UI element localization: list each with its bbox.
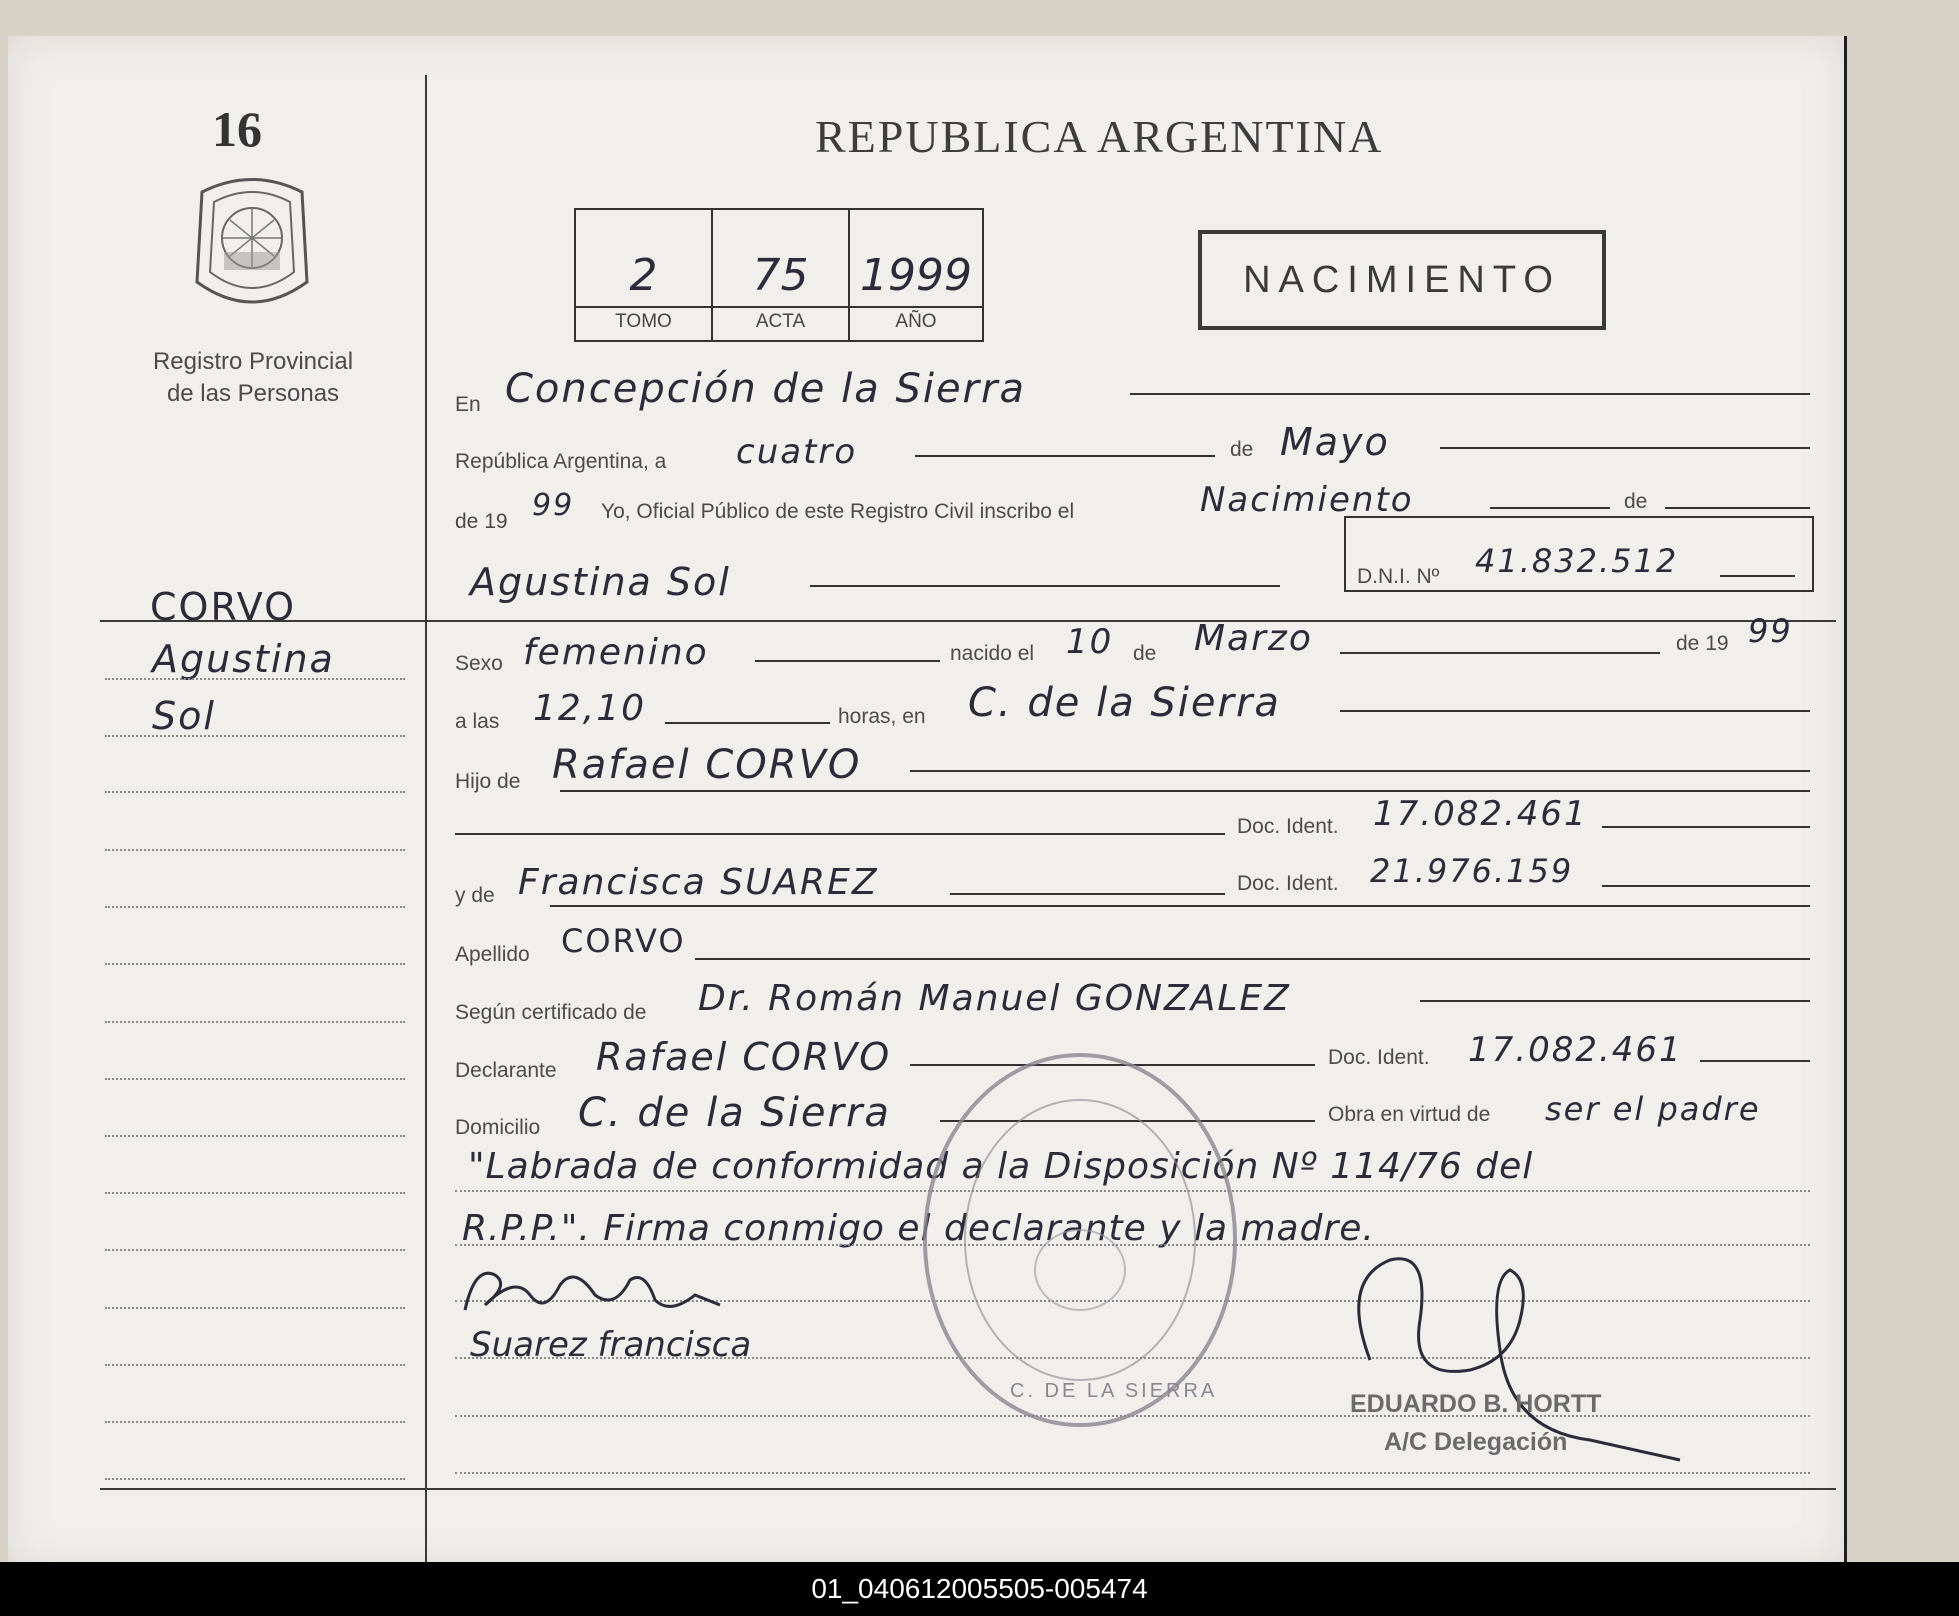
domicilio-value: C. de la Sierra — [578, 1090, 891, 1136]
en-label: En — [455, 393, 481, 416]
certificado-label: Según certificado de — [455, 1001, 647, 1024]
anio-label: AÑO — [850, 306, 982, 333]
obra-value: ser el padre — [1545, 1090, 1761, 1128]
margin-given-1: Agustina — [152, 637, 335, 681]
child-name-value: Agustina Sol — [470, 560, 731, 604]
anio-cell — [850, 210, 982, 340]
doctor-value: Dr. Román Manuel GONZALEZ — [698, 978, 1291, 1019]
stamp-bottom-text: C. DE LA SIERRA — [1010, 1380, 1218, 1402]
month-line — [1440, 447, 1810, 449]
child-name-line — [810, 585, 1280, 587]
declarant-signature — [455, 1255, 735, 1325]
month-value: Mayo — [1280, 420, 1390, 464]
doc-label-2: Doc. Ident. — [1237, 872, 1339, 895]
margin-dots — [105, 791, 405, 793]
declarante-label: Declarante — [455, 1059, 557, 1082]
mother-line — [950, 893, 1225, 895]
tomo-value: 2 — [629, 250, 658, 301]
country-title: REPUBLICA ARGENTINA — [815, 111, 1384, 162]
birth-time-value: 12,10 — [533, 688, 647, 729]
margin-given-2: Sol — [152, 694, 216, 738]
margin-dots — [105, 1021, 405, 1023]
place-value: Concepción de la Sierra — [505, 366, 1026, 412]
dni-value: 41.832.512 — [1475, 542, 1679, 580]
margin-dots — [105, 1192, 405, 1194]
margin-dots — [105, 1078, 405, 1080]
margin-separator — [100, 620, 1836, 622]
margin-dots — [105, 1421, 405, 1423]
de-line — [1665, 507, 1810, 509]
registry-line-1: Registro Provincial — [152, 348, 354, 375]
record-number-box — [574, 208, 984, 342]
officer-role: A/C Delegación — [1384, 1428, 1568, 1456]
margin-dots — [105, 678, 405, 680]
mother-doc-value: 21.976.159 — [1370, 852, 1574, 890]
father-value: Rafael CORVO — [552, 742, 862, 788]
father-doc-value: 17.082.461 — [1373, 794, 1588, 834]
tomo-label: TOMO — [576, 306, 711, 333]
year-suffix-value: 99 — [532, 488, 575, 523]
alas-label: a las — [455, 710, 500, 733]
father-doc-lead-line — [455, 833, 1225, 835]
sexo-line — [755, 660, 940, 662]
birth-month-line — [1340, 652, 1660, 654]
birth-place-value: C. de la Sierra — [968, 680, 1281, 726]
event-value: Nacimiento — [1200, 480, 1414, 520]
record-type-box: NACIMIENTO — [1198, 230, 1606, 330]
place-line — [1130, 393, 1810, 395]
de-label: de — [1230, 438, 1254, 461]
mother-underline — [550, 905, 1810, 907]
birth-time-line — [665, 722, 830, 724]
margin-dots — [105, 1478, 405, 1480]
declarante-doc-value: 17.082.461 — [1468, 1030, 1683, 1070]
sexo-label: Sexo — [455, 652, 503, 675]
acta-label: ACTA — [713, 306, 848, 333]
mother-value: Francisca SUAREZ — [518, 862, 879, 903]
day-line — [915, 455, 1215, 457]
horas-label: horas, en — [838, 705, 926, 728]
birth-month-value: Marzo — [1194, 618, 1313, 659]
bottom-rule — [100, 1488, 1836, 1490]
page-number: 16 — [212, 101, 262, 157]
father-underline — [560, 790, 1810, 792]
de-19-label-2: de 19 — [1676, 632, 1729, 655]
sexo-value: femenino — [523, 632, 709, 673]
father-line — [910, 770, 1810, 772]
doc-label-3: Doc. Ident. — [1328, 1046, 1430, 1069]
registry-name — [118, 346, 388, 410]
mother-signature: Suarez francisca — [470, 1325, 752, 1365]
nacido-label: nacido el — [950, 642, 1035, 665]
officer-block — [1350, 1385, 1601, 1461]
column-divider — [425, 75, 427, 1565]
de-label-2: de — [1624, 490, 1648, 513]
note-line-1: "Labrada de conformidad a la Disposición Nº 114/76 del — [468, 1146, 1534, 1187]
domicilio-label: Domicilio — [455, 1116, 541, 1139]
birth-day-value: 10 — [1066, 622, 1114, 662]
apellido-label: Apellido — [455, 943, 530, 966]
margin-dots — [105, 1135, 405, 1137]
oficial-label: Yo, Oficial Público de este Registro Civil inscribo el — [601, 500, 1075, 523]
note-line-2: R.P.P.". Firma conmigo el declarante y la madre. — [462, 1208, 1375, 1249]
margin-surname: CORVO — [150, 585, 297, 629]
margin-dots — [105, 1307, 405, 1309]
doc-label-1: Doc. Ident. — [1237, 815, 1339, 838]
margin-dots — [105, 1364, 405, 1366]
image-caption: 01_040612005505-005474 — [0, 1562, 1959, 1616]
declarante-value: Rafael CORVO — [596, 1035, 892, 1079]
acta-value: 75 — [752, 250, 809, 301]
day-words-value: cuatro — [736, 432, 858, 472]
de-19-label: de 19 — [455, 510, 508, 533]
margin-dots — [105, 735, 405, 737]
dni-label: D.N.I. Nº — [1357, 565, 1440, 588]
tomo-cell — [576, 210, 713, 340]
republica-label: República Argentina, a — [455, 450, 667, 473]
doctor-line — [1420, 1000, 1810, 1002]
birth-place-line — [1340, 710, 1810, 712]
father-doc-line — [1602, 826, 1810, 828]
anio-value: 1999 — [860, 250, 972, 301]
province-emblem-icon — [182, 172, 322, 320]
margin-dots — [105, 849, 405, 851]
margin-dots — [105, 1249, 405, 1251]
birth-year-suffix-value: 99 — [1748, 612, 1793, 650]
margin-dots — [105, 906, 405, 908]
registry-line-2: de las Personas — [166, 380, 340, 407]
dni-line — [1720, 575, 1795, 577]
margin-dots — [105, 963, 405, 965]
declarante-doc-line — [1700, 1060, 1810, 1062]
mother-doc-line — [1602, 885, 1810, 887]
event-line — [1490, 507, 1610, 509]
acta-cell — [713, 210, 850, 340]
de-label-3: de — [1133, 642, 1157, 665]
obra-label: Obra en virtud de — [1328, 1103, 1491, 1126]
apellido-line — [695, 958, 1810, 960]
apellido-value: CORVO — [561, 922, 686, 960]
hijo-label: Hijo de — [455, 770, 521, 793]
yde-label: y de — [455, 884, 495, 907]
officer-name: EDUARDO B. HORTT — [1350, 1390, 1602, 1418]
